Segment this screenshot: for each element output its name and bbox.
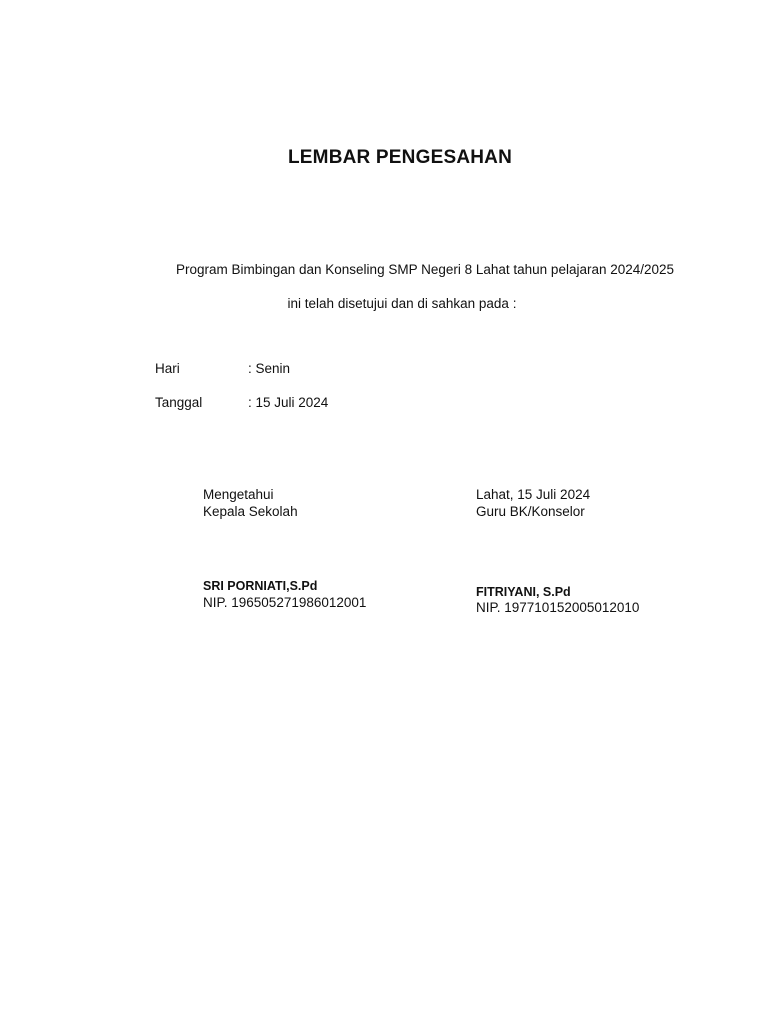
signature-left-line2: Kepala Sekolah [203,504,298,519]
intro-line-1: Program Bimbingan dan Konseling SMP Negeri 8 Lahat tahun pelajaran 2024/2025 [175,262,675,277]
signature-left-name: SRI PORNIATI,S.Pd [203,579,318,593]
signature-left-nip: NIP. 196505271986012001 [203,595,367,610]
signature-right-name: FITRIYANI, S.Pd [476,585,571,599]
tanggal-label: Tanggal [155,395,203,410]
intro-line-2: ini telah disetujui dan di sahkan pada : [287,296,517,311]
tanggal-value: : 15 Juli 2024 [248,395,329,410]
signature-left-line1: Mengetahui [203,487,274,502]
page-title: LEMBAR PENGESAHAN [287,147,513,168]
hari-value: : Senin [248,361,291,376]
signature-right-line2: Guru BK/Konselor [476,504,585,519]
signature-right-nip: NIP. 197710152005012010 [476,600,640,615]
signature-right-line1: Lahat, 15 Juli 2024 [476,487,591,502]
hari-label: Hari [155,361,180,376]
